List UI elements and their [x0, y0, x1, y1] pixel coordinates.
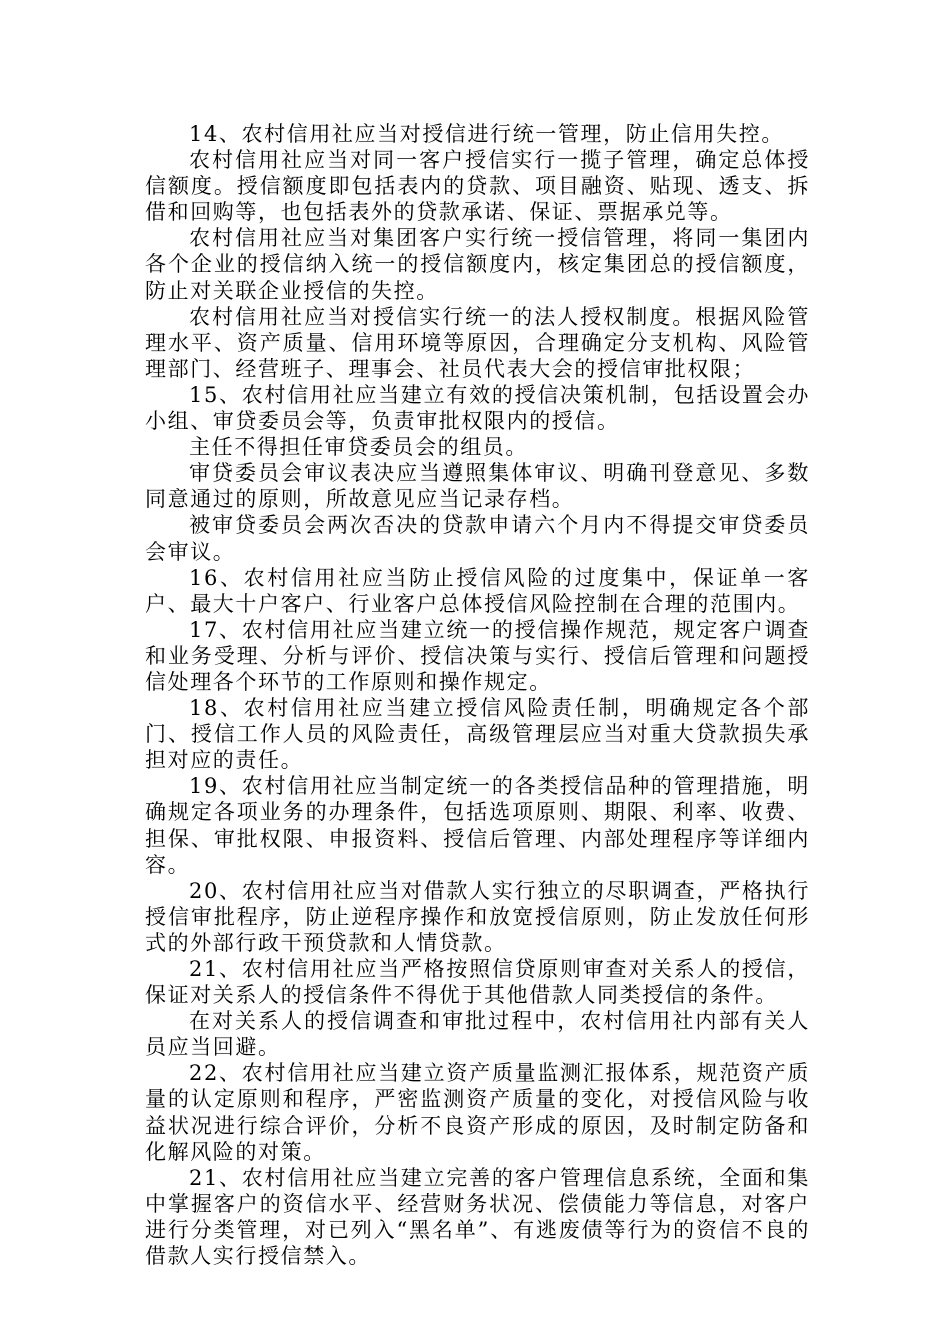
- paragraph-19: 19、农村信用社应当制定统一的各类授信品种的管理措施，明确规定各项业务的办理条件，包括选项原则、期限、利率、收费、担保、审批权限、申报资料、授信后管理、内部处理程序等详细内容。: [145, 774, 810, 877]
- paragraph-legal-authorization: 农村信用社应当对授信实行统一的法人授权制度。根据风险管理水平、资产质量、信用环境等原因，合理确定分支机构、风险管理部门、经营班子、理事会、社员代表大会的授信审批权限；: [145, 304, 810, 381]
- paragraph-committee-voting: 审贷委员会审议表决应当遵照集体审议、明确刊登意见、多数同意通过的原则，所故意见应当记录存档。: [145, 461, 810, 512]
- paragraph-director-restriction: 主任不得担任审贷委员会的组员。: [189, 435, 528, 460]
- paragraph-16: 16、农村信用社应当防止授信风险的过度集中，保证单一客户、最大十户客户、行业客户总体授信风险控制在合理的范围内。: [145, 565, 810, 616]
- paragraph-unified-credit-limit: 农村信用社应当对同一客户授信实行一揽子管理，确定总体授信额度。授信额度即包括表内的贷款、项目融资、贴现、透支、拆借和回购等，也包括表外的贷款承诺、保证、票据承兑等。: [145, 148, 810, 225]
- paragraph-22: 22、农村信用社应当建立资产质量监测汇报体系，规范资产质量的认定原则和程序，严密监测资产质量的变化，对授信风险与收益状况进行综合评价，分析不良资产形成的原因，及时制定防备和化解风险的对策。: [145, 1061, 810, 1164]
- paragraph-rejected-applications: 被审贷委员会两次否决的贷款申请六个月内不得提交审贷委员会审议。: [145, 513, 810, 564]
- paragraph-14: 14、农村信用社应当对授信进行统一管理，防止信用失控。: [189, 122, 784, 146]
- paragraph-18: 18、农村信用社应当建立授信风险责任制，明确规定各个部门、授信工作人员的风险责任，高级管理层应当对重大贷款损失承担对应的责任。: [145, 696, 810, 773]
- paragraph-20: 20、农村信用社应当对借款人实行独立的尽职调查，严格执行授信审批程序，防止逆程序操作和放宽授信原则，防止发放任何形式的外部行政干预贷款和人情贷款。: [145, 878, 810, 955]
- document-page: [145, 121, 810, 1269]
- paragraph-21-related-parties: 21、农村信用社应当严格按照信贷原则审查对关系人的授信，保证对关系人的授信条件不得优于其他借款人同类授信的条件。: [145, 957, 810, 1008]
- paragraph-group-customer-credit: 农村信用社应当对集团客户实行统一授信管理，将同一集团内各个企业的授信纳入统一的授信额度内，核定集团总的授信额度，防止对关联企业授信的失控。: [145, 226, 810, 303]
- paragraph-15: 15、农村信用社应当建立有效的授信决策机制，包括设置会办小组、审贷委员会等，负责审批权限内的授信。: [145, 382, 810, 434]
- paragraph-recusal: 在对关系人的授信调查和审批过程中，农村信用社内部有关人员应当回避。: [145, 1009, 810, 1060]
- paragraph-17: 17、农村信用社应当建立统一的授信操作规范，规定客户调查和业务受理、分析与评价、授信决策与实行、授信后管理和问题授信处理各个环节的工作原则和操作规定。: [145, 617, 810, 694]
- paragraph-21-customer-info-system: 21、农村信用社应当建立完善的客户管理信息系统，全面和集中掌握客户的资信水平、经营财务状况、偿债能力等信息，对客户进行分类管理，对已列入“黑名单”、有逃废债等行为的资信不良的借款人实行授信禁入。: [145, 1165, 810, 1269]
